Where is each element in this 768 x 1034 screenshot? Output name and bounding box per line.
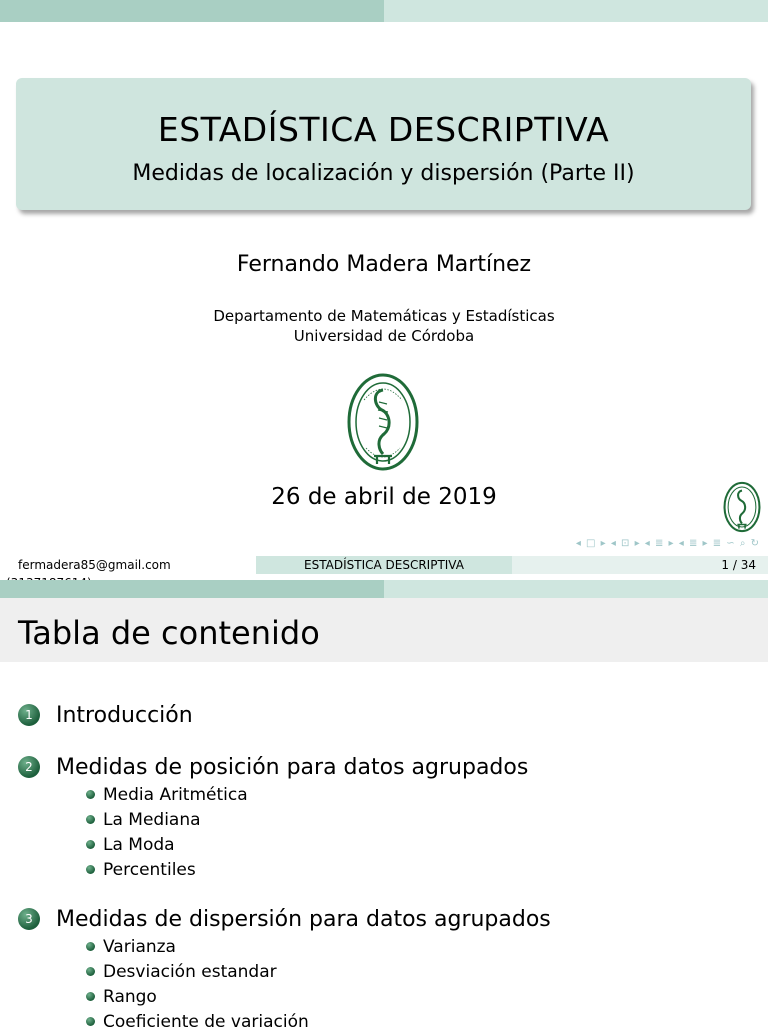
progress-fill: [0, 0, 384, 22]
subsection-label: La Moda: [103, 834, 175, 855]
subsection-label: Coeficiente de variación: [103, 1011, 309, 1032]
toc-subsection[interactable]: [86, 832, 758, 857]
title-box: [16, 78, 751, 210]
section-label: Medidas de posición para datos agrupados: [56, 754, 529, 780]
progress-band: [0, 580, 768, 598]
university: Universidad de Córdoba: [293, 327, 475, 345]
bullet-icon: [86, 942, 95, 951]
presentation-date: 26 de abril de 2019: [271, 484, 497, 510]
slide-title: ESTADÍSTICA DESCRIPTIVA: [157, 110, 610, 149]
subsection-label: Percentiles: [103, 859, 196, 880]
subsection-label: Rango: [103, 986, 157, 1007]
section-number-badge: 1: [18, 704, 40, 726]
subsection-label: La Mediana: [103, 809, 201, 830]
slide-subtitle: Medidas de localización y dispersión (Parte II): [132, 161, 635, 186]
section-label: Introducción: [56, 702, 193, 728]
footer-short-title: ESTADÍSTICA DESCRIPTIVA: [304, 558, 464, 572]
toc-subsection[interactable]: [86, 782, 758, 807]
page-number: 1 / 34: [721, 558, 756, 572]
bullet-icon: [86, 967, 95, 976]
footer-author: [0, 556, 256, 574]
bullet-icon: [86, 840, 95, 849]
toc-subsection[interactable]: [86, 807, 758, 832]
toc-subsection[interactable]: [86, 984, 758, 1009]
department: Departamento de Matemáticas y Estadísticas: [213, 307, 555, 325]
beamer-navigation-icons[interactable]: ◂ □ ▸ ◂ ⊡ ▸ ◂ ≣ ▸ ◂ ≣ ▸ ≣ ∽ ⌕ ↻: [575, 538, 760, 549]
frame-title: Tabla de contenido: [18, 614, 320, 652]
footer-title: [256, 556, 512, 574]
table-of-contents: [18, 700, 758, 1034]
footer-page: [512, 556, 768, 574]
author-name: Fernando Madera Martínez: [236, 252, 532, 277]
footer-bar: [0, 556, 768, 574]
toc-subsection[interactable]: [86, 959, 758, 984]
section-number-badge: 2: [18, 756, 40, 778]
subsection-label: Desviación estandar: [103, 961, 277, 982]
university-seal-icon: [346, 372, 420, 472]
section-number-badge: 3: [18, 908, 40, 930]
institution: [0, 306, 768, 346]
toc-subsection[interactable]: [86, 934, 758, 959]
progress-fill: [0, 580, 384, 598]
university-seal-small-icon: [723, 481, 761, 533]
bullet-icon: [86, 790, 95, 799]
bullet-icon: [86, 1017, 95, 1026]
toc-section-1[interactable]: [18, 700, 758, 730]
toc-section-3[interactable]: [18, 904, 758, 934]
subsection-label: Varianza: [103, 936, 176, 957]
bullet-icon: [86, 992, 95, 1001]
toc-slide: [0, 580, 768, 1032]
footer-email: fermadera85@gmail.com: [18, 558, 171, 572]
toc-subsection[interactable]: [86, 1009, 758, 1034]
toc-section-2[interactable]: [18, 752, 758, 782]
section-label: Medidas de dispersión para datos agrupados: [56, 906, 551, 932]
bullet-icon: [86, 865, 95, 874]
toc-subsection[interactable]: [86, 857, 758, 882]
progress-band: [0, 0, 768, 22]
bullet-icon: [86, 815, 95, 824]
subsection-label: Media Aritmética: [103, 784, 248, 805]
